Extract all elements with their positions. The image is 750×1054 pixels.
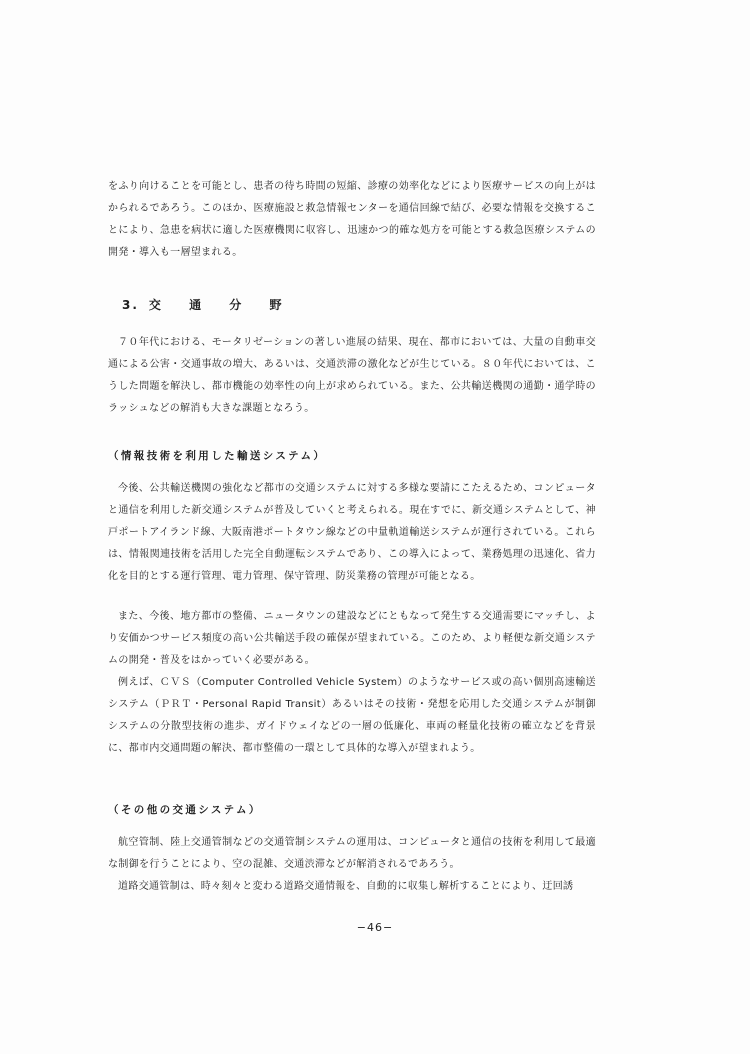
section-title: 交 通 分 野 xyxy=(148,298,294,312)
body-paragraph: 航空管制、陸上交通管制などの交通管制システムの運用は、コンピュータと通信の技術を利用して最適な制御を行うことにより、空の混雑、交通渋滞などが解消されるであろう。 xyxy=(108,837,596,870)
body-paragraph: 例えば、ＣＶＳ（Computer Controlled Vehicle System）のようなサービス或の高い個別高速輸送システム（ＰＲＴ・Personal Rapid Transit）あるいはその技術・発想を応用した交通システムが制御システムの分散型技術の進歩、ガイドウェイなどの一層の低廉化、車両の軽量化技術の確立などを背景に、都市内交通問題の解決、都市整備の一環として具体的な導入が望まれよう。 xyxy=(108,677,596,754)
subsection-heading-info-transport: （情報技術を利用した輸送システム） xyxy=(108,450,327,462)
subsection-heading-other-transport: （その他の交通システム） xyxy=(108,804,262,816)
body-paragraph: また、今後、地方都市の整備、ニュータウンの建設などにともなって発生する交通需要にマッチし、より安価かつサービス頻度の高い公共輸送手段の確保が望まれている。このため、より軽便な新交通システムの開発・普及をはかっていく必要がある。 xyxy=(108,611,596,666)
section-number: 3. xyxy=(122,298,139,312)
section-paragraph: ７０年代における、モータリゼーションの著しい進展の結果、現在、都市においては、大量の自動車交通による公害・交通事故の増大、あるいは、交通渋滞の激化などが生じている。８０年代においては、こうした問題を解決し、都市機能の効率性の向上が求められている。また、公共輸送機関の通勤・通学時のラッシュなどの解消も大きな課題となろう。 xyxy=(108,337,596,414)
section-heading xyxy=(122,296,293,313)
page-number: −46− xyxy=(356,921,394,934)
body-paragraph: 今後、公共輸送機関の強化など都市の交通システムに対する多様な要請にこたえるため、コンピュータと通信を利用した新交通システムが普及していくと考えられる。現在すでに、新交通システムとして、神戸ポートアイランド線、大阪南港ポートタウン線などの中量軌道輸送システムが運行されている。これらは、情報関連技術を活用した完全自動運転システムであり、この導入によって、業務処理の迅速化、省力化を目的とする運行管理、電力管理、保守管理、防災業務の管理が可能となる。 xyxy=(108,483,596,582)
intro-paragraph: をふり向けることを可能とし、患者の待ち時間の短縮、診療の効率化などにより医療サービスの向上がはかられるであろう。このほか、医療施設と救急情報センターを通信回線で結び、必要な情報を交換することにより、急患を病状に適した医療機関に収容し、迅速かつ的確な処方を可能とする救急医療システムの開発・導入も一層望まれる。 xyxy=(108,181,596,258)
body-paragraph: 道路交通管制は、時々刻々と変わる道路交通情報を、自動的に収集し解析することにより、迂回誘 xyxy=(118,881,574,892)
